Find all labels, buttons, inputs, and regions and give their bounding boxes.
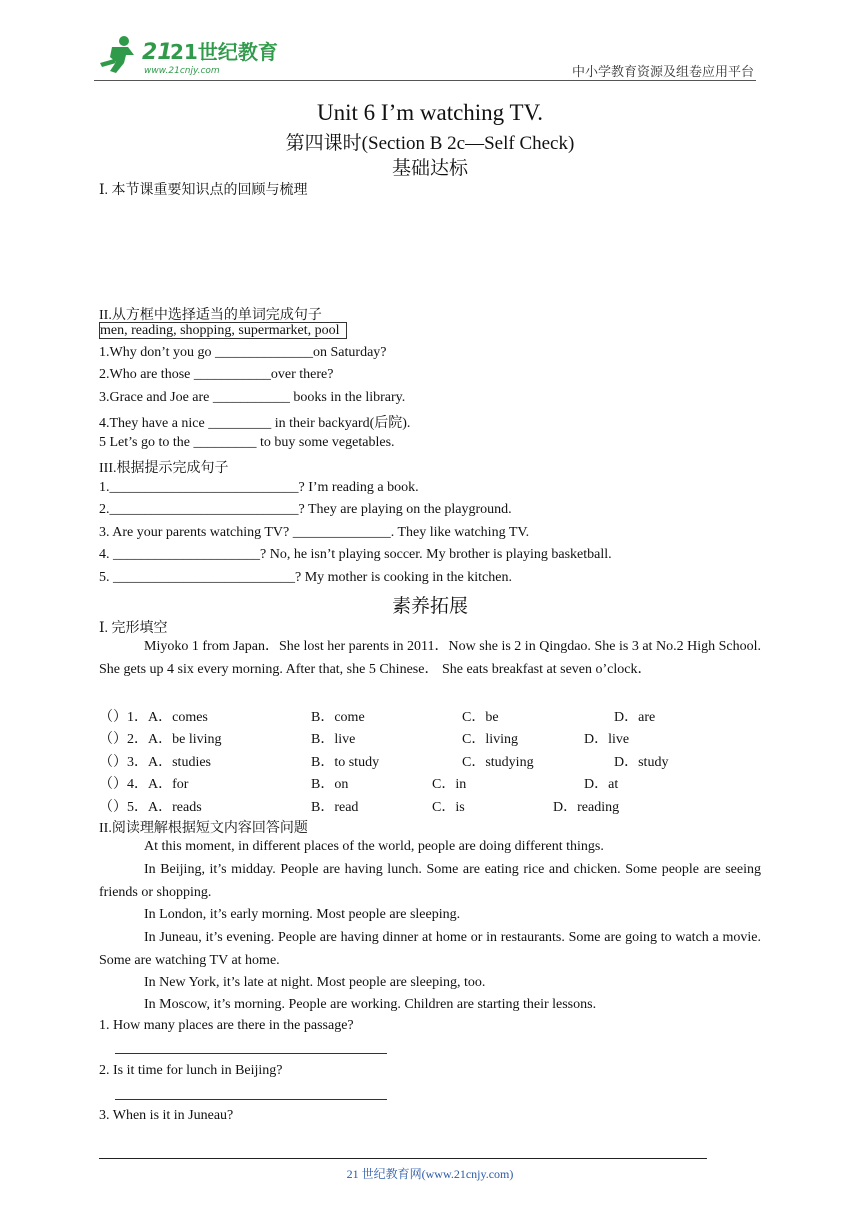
answer-question: 3. When is it in Juneau? bbox=[99, 1108, 234, 1123]
header-platform-text: 中小学教育资源及组卷应用平台 bbox=[571, 65, 754, 80]
option-b: B．read bbox=[311, 800, 359, 815]
reading-paragraph: In Beijing, it’s midday. People are having lunch. Some are eating rice and chicken. Some people are seeing friends or shopping. bbox=[99, 862, 761, 900]
cloze-passage: Miyoko 1 from Japan．She lost her parents in 2011．Now she is 2 in Qingdao. She is 3 at No.2 High School. She gets up 4 six every morning. After that, she 5 Chinese． She eats breakfast at seven o’clock． bbox=[99, 639, 761, 677]
svg-text:21世纪教育: 21世纪教育 bbox=[170, 40, 278, 64]
section2-title: II.从方框中选择适当的单词完成句子 bbox=[99, 308, 322, 323]
logo-icon bbox=[94, 33, 278, 79]
reading-title: II.阅读理解根据短文内容回答问题 bbox=[99, 821, 308, 836]
sentence-item: 5. __________________________? My mother is cooking in the kitchen. bbox=[99, 570, 512, 585]
header-divider bbox=[94, 80, 756, 81]
answer-blank bbox=[115, 1053, 387, 1054]
reading-paragraph: In Moscow, it’s morning. People are working. Children are starting their lessons. bbox=[144, 997, 597, 1012]
option-c: C．studying bbox=[462, 755, 534, 770]
fill-item: 3.Grace and Joe are ___________ books in the library. bbox=[99, 390, 406, 405]
word-box-text: men, reading, shopping, supermarket, pool bbox=[99, 322, 347, 339]
sentence-item: 1.___________________________? I’m reading a book. bbox=[99, 480, 419, 495]
option-c: C．living bbox=[462, 732, 519, 747]
cloze-title: Ⅰ. 完形填空 bbox=[99, 621, 168, 636]
fill-item: 1.Why don’t you go ______________on Saturday? bbox=[99, 345, 387, 360]
fill-item: 5 Let’s go to the _________ to buy some vegetables. bbox=[99, 435, 395, 450]
option-b: B．to study bbox=[311, 755, 380, 770]
answer-blank bbox=[115, 1099, 387, 1100]
svg-text:21: 21 bbox=[142, 40, 173, 65]
option-d: D．are bbox=[614, 710, 656, 725]
reading-paragraph: In Juneau, it’s evening. People are having dinner at home or in restaurants. Some are going to watch a movie. Some are watching TV at home. bbox=[99, 930, 761, 968]
option-a: （）4．A．for bbox=[99, 777, 189, 792]
answer-question: 2. Is it time for lunch in Beijing? bbox=[99, 1063, 283, 1078]
fill-item: 4.They have a nice _________ in their backyard(后院). bbox=[99, 416, 411, 431]
footer-divider bbox=[99, 1158, 707, 1159]
option-b: B．on bbox=[311, 777, 349, 792]
sentence-item: 2.___________________________? They are playing on the playground. bbox=[99, 502, 512, 517]
reading-paragraph: At this moment, in different places of the world, people are doing different things. bbox=[144, 839, 604, 854]
option-b: B．live bbox=[311, 732, 356, 747]
footer-text: 21 世纪教育网(www.21cnjy.com) bbox=[346, 1167, 514, 1181]
page-title: Unit 6 I’m watching TV. bbox=[317, 100, 543, 125]
option-c: C．in bbox=[432, 777, 467, 792]
option-d: D．live bbox=[584, 732, 630, 747]
fill-item: 2.Who are those ___________over there? bbox=[99, 367, 334, 382]
reading-paragraph: In New York, it’s late at night. Most people are sleeping, too. bbox=[144, 975, 486, 990]
option-a: （）3．A．studies bbox=[99, 755, 211, 770]
option-a: （）2．A．be living bbox=[99, 732, 222, 747]
section-heading-basic: 基础达标 bbox=[391, 158, 468, 179]
section-heading-extension: 素养拓展 bbox=[391, 596, 468, 617]
option-c: C．is bbox=[432, 800, 465, 815]
sentence-item: 3. Are your parents watching TV? ______________. They like watching TV. bbox=[99, 525, 530, 540]
word-box bbox=[99, 323, 347, 339]
sentence-item: 4. _____________________? No, he isn’t playing soccer. My brother is playing basketball. bbox=[99, 547, 612, 562]
option-d: D．study bbox=[614, 755, 669, 770]
section3-title: III.根据提示完成句子 bbox=[99, 461, 229, 476]
option-c: C．be bbox=[462, 710, 499, 725]
svg-text:www.21cnjy.com: www.21cnjy.com bbox=[144, 66, 220, 76]
option-b: B．come bbox=[311, 710, 365, 725]
option-a: （）5．A．reads bbox=[99, 800, 202, 815]
reading-paragraph: In London, it’s early morning. Most people are sleeping. bbox=[144, 907, 461, 922]
page-subtitle: 第四课时(Section B 2c—Self Check) bbox=[285, 133, 575, 154]
option-d: D．at bbox=[584, 777, 619, 792]
option-a: （）1．A．comes bbox=[99, 710, 208, 725]
option-d: D．reading bbox=[553, 800, 620, 815]
section1-title: Ⅰ. 本节课重要知识点的回顾与梳理 bbox=[99, 183, 308, 198]
answer-question: 1. How many places are there in the passage? bbox=[99, 1018, 354, 1033]
